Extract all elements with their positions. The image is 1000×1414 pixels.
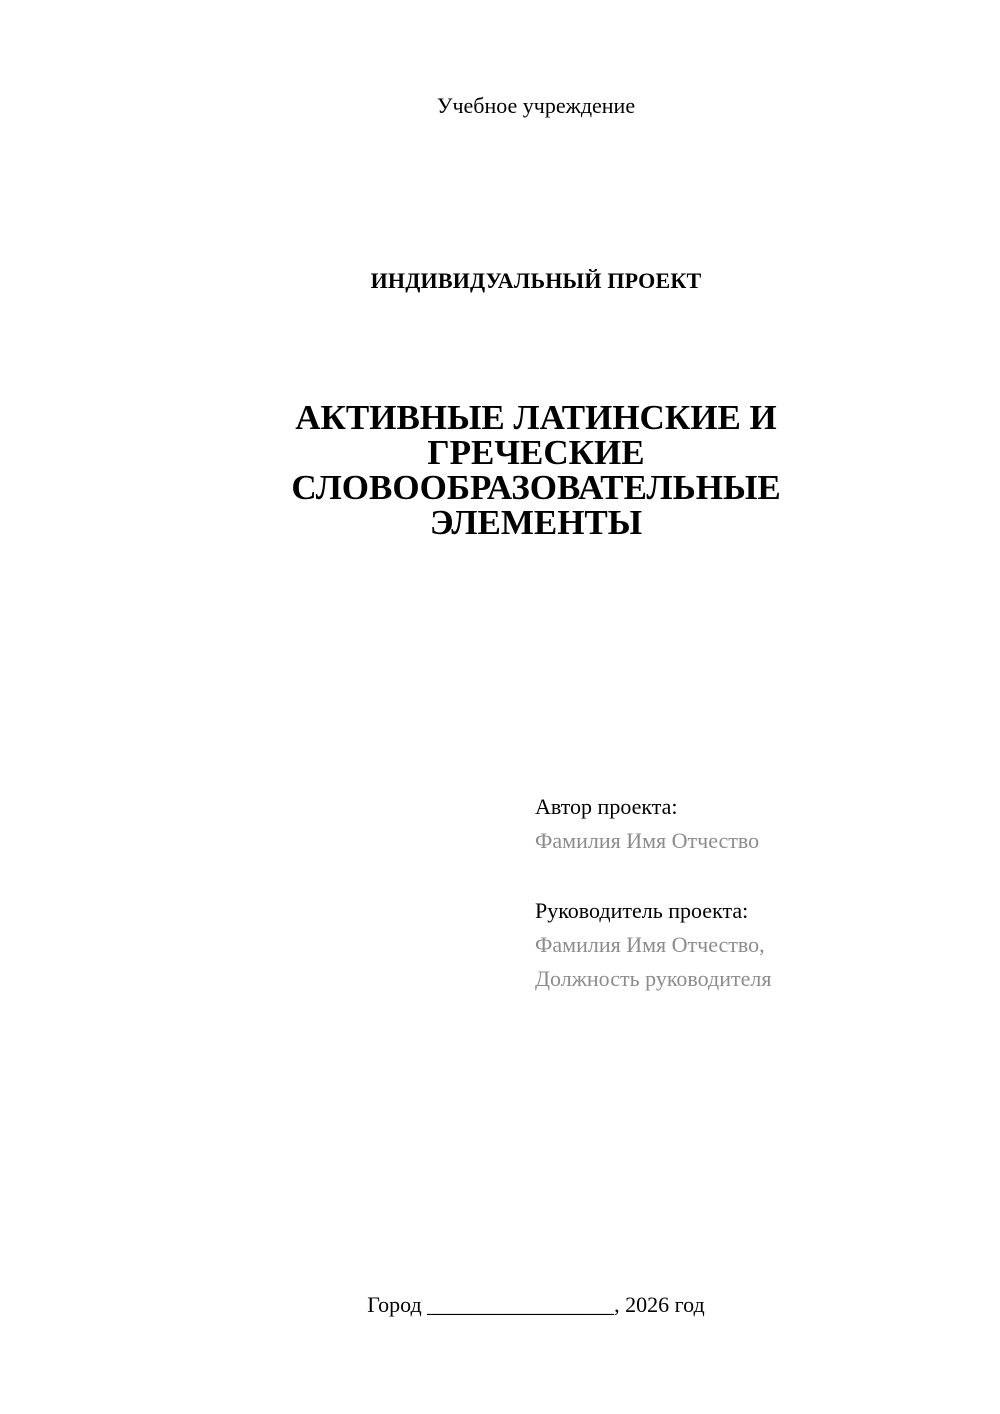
project-title [0, 400, 1000, 540]
institution-name: Учебное учреждение [436, 93, 636, 118]
author-label: Автор проекта: [535, 794, 678, 819]
credits-block [535, 790, 771, 996]
title-line: СЛОВООБРАЗОВАТЕЛЬНЫЕ [291, 468, 781, 507]
spacer [535, 858, 771, 894]
supervisor-position-placeholder: Должность руководителя [535, 966, 772, 991]
author-name-placeholder: Фамилия Имя Отчество [535, 828, 760, 853]
title-line: АКТИВНЫЕ ЛАТИНСКИЕ И [295, 398, 777, 437]
title-line: ЭЛЕМЕНТЫ [429, 503, 643, 542]
city-blank: _________________ [427, 1292, 615, 1317]
supervisor-name-placeholder: Фамилия Имя Отчество, [535, 932, 765, 957]
title-line: ГРЕЧЕСКИЕ [427, 433, 645, 472]
year-text: , 2026 год [614, 1292, 705, 1317]
project-type-heading: ИНДИВИДУАЛЬНЫЙ ПРОЕКТ [370, 268, 702, 293]
city-label: Город [367, 1292, 422, 1317]
city-year-line [0, 1290, 1000, 1320]
supervisor-label: Руководитель проекта: [535, 898, 749, 923]
